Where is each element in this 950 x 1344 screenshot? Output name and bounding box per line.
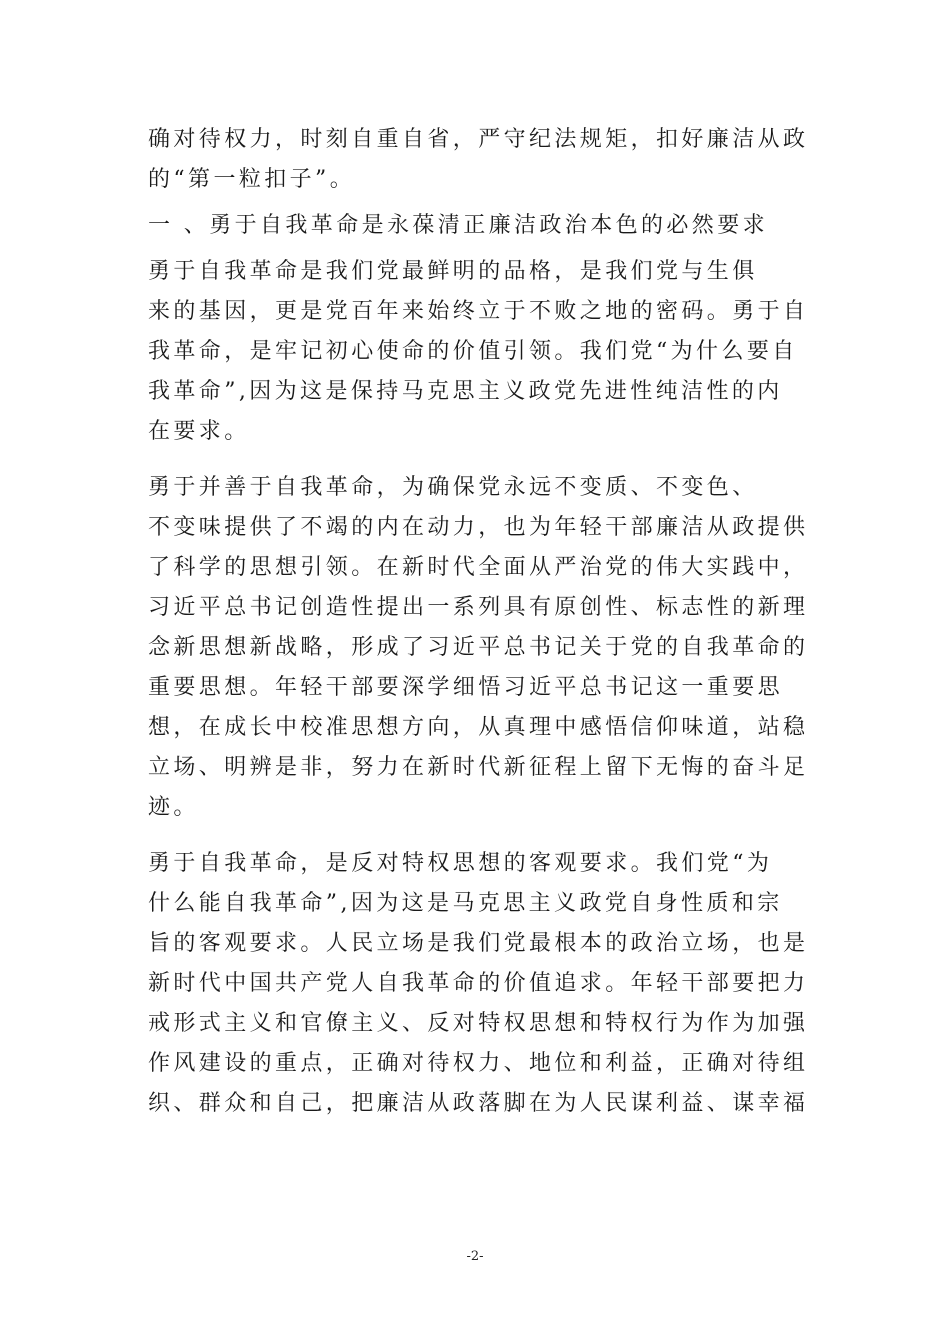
text-line: 我革命，是牢记初心使命的价值引领。我们党“为什么要自 bbox=[148, 339, 798, 364]
paragraph bbox=[148, 120, 808, 200]
page-number: -2- bbox=[466, 1249, 484, 1264]
text-line: 我革命”,因为这是保持马克思主义政党先进性纯洁性的内 bbox=[148, 379, 783, 404]
paragraph-gap bbox=[148, 828, 808, 844]
text-line: 新时代中国共产党人自我革命的价值追求。年轻干部要把力 bbox=[148, 971, 808, 996]
text-line: 一 、勇于自我革命是永葆清正廉洁政治本色的必然要求 bbox=[148, 213, 768, 238]
text-line: 不变味提供了不竭的内在动力，也为年轻干部廉洁从政提供 bbox=[148, 515, 808, 540]
text-line: 习近平总书记创造性提出一系列具有原创性、标志性的新理 bbox=[148, 595, 808, 620]
text-line: 戒形式主义和官僚主义、反对特权思想和特权行为作为加强 bbox=[148, 1011, 808, 1036]
text-line: 念新思想新战略，形成了习近平总书记关于党的自我革命的 bbox=[148, 635, 808, 660]
text-line: 迹。 bbox=[148, 795, 199, 820]
text-line: 想，在成长中校准思想方向，从真理中感悟信仰味道，站稳 bbox=[148, 715, 808, 740]
text-line: 重要思想。年轻干部要深学细悟习近平总书记这一重要思 bbox=[148, 675, 784, 700]
paragraph bbox=[148, 468, 808, 828]
text-line: 了科学的思想引领。在新时代全面从严治党的伟大实践中， bbox=[148, 555, 808, 580]
document-body bbox=[148, 120, 808, 1124]
text-line: 的“第一粒扣子”。 bbox=[148, 167, 356, 192]
paragraph bbox=[148, 844, 808, 1124]
text-line: 勇于自我革命，是反对特权思想的客观要求。我们党“为 bbox=[148, 851, 773, 876]
paragraph-gap bbox=[148, 452, 808, 468]
text-line: 勇于并善于自我革命，为确保党永远不变质、不变色、 bbox=[148, 475, 758, 500]
text-line: 作风建设的重点，正确对待权力、地位和利益，正确对待组 bbox=[148, 1051, 808, 1076]
text-line: 织、群众和自己，把廉洁从政落脚在为人民谋利益、谋幸福 bbox=[148, 1091, 808, 1116]
text-line: 旨的客观要求。人民立场是我们党最根本的政治立场，也是 bbox=[148, 931, 808, 956]
text-line: 来的基因，更是党百年来始终立于不败之地的密码。勇于自 bbox=[148, 299, 808, 324]
text-line: 确对待权力，时刻自重自省，严守纪法规矩，扣好廉洁从政 bbox=[148, 127, 808, 152]
text-line: 立场、明辨是非，努力在新时代新征程上留下无悔的奋斗足 bbox=[148, 755, 808, 780]
section-heading bbox=[148, 206, 808, 246]
text-line: 在要求。 bbox=[148, 419, 250, 444]
text-line: 什么能自我革命”,因为这是马克思主义政党自身性质和宗 bbox=[148, 891, 783, 916]
text-line: 勇于自我革命是我们党最鲜明的品格，是我们党与生俱 bbox=[148, 259, 758, 284]
paragraph bbox=[148, 252, 808, 452]
